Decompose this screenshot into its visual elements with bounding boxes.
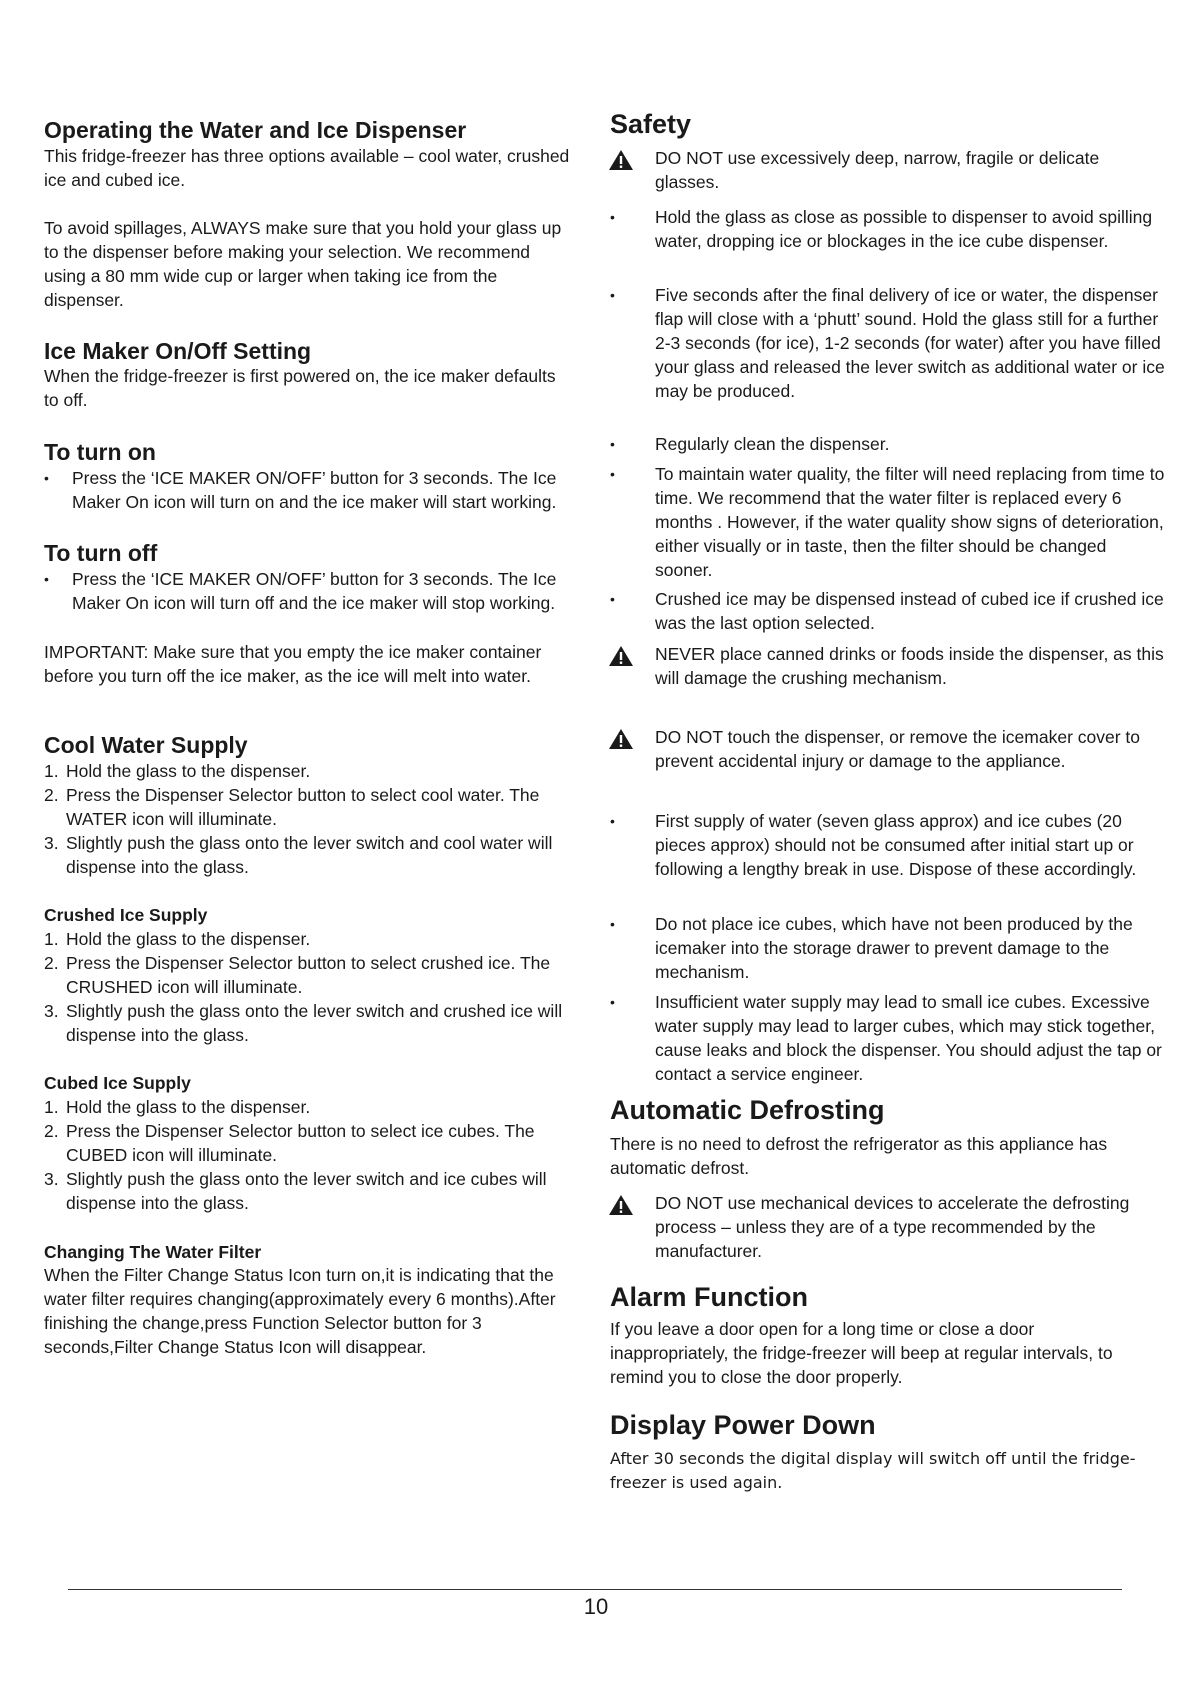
safety-item-text: Do not place ice cubes, which have not been produced by the icemaker into the storage drawer to prevent damage to the mechanism. <box>655 914 1133 982</box>
step-text: Hold the glass to the dispenser. <box>66 929 311 949</box>
heading-crushed-ice-supply: Crushed Ice Supply <box>44 905 208 925</box>
step-number: 1. <box>44 929 59 949</box>
alarm-text: If you leave a door open for a long time or close a door inappropriately, the fridge-freezer will beep at regular intervals, to remind you to close the door properly. <box>610 1319 1113 1387</box>
safety-item-text: NEVER place canned drinks or foods inside the dispenser, as this will damage the crushing mechanism. <box>655 644 1164 688</box>
safety-item-text: First supply of water (seven glass approx) and ice cubes (20 pieces approx) should not be consumed after initial start up or following a lengthy break in use. Dispose of these accordingly. <box>655 811 1137 879</box>
heading-operating-dispenser: Operating the Water and Ice Dispenser <box>44 117 467 143</box>
safety-item-text: To maintain water quality, the filter will need replacing from time to time. We recommend that the water filter is replaced every 6 months . However, if the water quality show signs of deterioration, either visually or in taste, then the filter should be changed sooner. <box>655 464 1165 580</box>
turn-on-step-text: Press the ‘ICE MAKER ON/OFF’ button for 3 seconds. The Ice Maker On icon will turn on and the ice maker will start working. <box>72 468 557 512</box>
bullet-marker: • <box>610 591 615 607</box>
cool-water-step <box>44 783 594 831</box>
safety-item <box>610 146 1165 194</box>
turn-off-step <box>44 567 584 615</box>
turn-on-step <box>44 466 584 514</box>
step-text: Hold the glass to the dispenser. <box>66 761 311 781</box>
step-text: Press the Dispenser Selector button to select cool water. The WATER icon will illuminate. <box>66 785 540 829</box>
safety-item <box>610 462 1165 582</box>
step-number: 2. <box>44 1121 59 1141</box>
safety-item-text: Regularly clean the dispenser. <box>655 434 890 454</box>
heading-to-turn-on: To turn on <box>44 439 156 465</box>
bullet-marker: • <box>610 287 615 303</box>
safety-item-text: Crushed ice may be dispensed instead of cubed ice if crushed ice was the last option selected. <box>655 589 1164 633</box>
step-number: 1. <box>44 761 59 781</box>
step-number: 3. <box>44 1169 59 1189</box>
heading-changing-water-filter: Changing The Water Filter <box>44 1242 262 1262</box>
warning-icon <box>608 645 634 667</box>
step-text: Slightly push the glass onto the lever switch and ice cubes will dispense into the glass. <box>66 1169 547 1213</box>
safety-item-text: Hold the glass as close as possible to dispenser to avoid spilling water, dropping ice or blockages in the ice cube dispenser. <box>655 207 1153 251</box>
water-filter-text: When the Filter Change Status Icon turn on,it is indicating that the water filter requires changing(approximately every 6 months).After finishing the change,press Function Selector button for 3 seconds,Filter Change Status Icon will disappear. <box>44 1265 556 1357</box>
step-text: Press the Dispenser Selector button to select crushed ice. The CRUSHED icon will illuminate. <box>66 953 551 997</box>
safety-item <box>610 642 1165 690</box>
bullet-marker: • <box>610 813 615 829</box>
heading-ice-maker-setting: Ice Maker On/Off Setting <box>44 338 312 364</box>
operating-spillage-note: To avoid spillages, ALWAYS make sure that you hold your glass up to the dispenser before making your selection. We recommend using a 80 mm wide cup or larger when taking ice from the dispenser. <box>44 218 562 310</box>
heading-cubed-ice-supply: Cubed Ice Supply <box>44 1073 191 1093</box>
ice-maker-default-text: When the fridge-freezer is first powered on, the ice maker defaults to off. <box>44 366 556 410</box>
safety-item <box>610 432 1165 456</box>
heading-to-turn-off: To turn off <box>44 540 158 566</box>
display-power-text: After 30 seconds the digital display will switch off until the fridge-freezer is used again. <box>610 1449 1136 1492</box>
step-text: Slightly push the glass onto the lever switch and cool water will dispense into the glass. <box>66 833 553 877</box>
safety-item-text: Insufficient water supply may lead to small ice cubes. Excessive water supply may lead to larger cubes, which may stick together, cause leaks and block the dispenser. You should adjust the tap or contact a service engineer. <box>655 992 1162 1084</box>
footer-divider <box>68 1589 1122 1590</box>
step-text: Press the Dispenser Selector button to select ice cubes. The CUBED icon will illuminate. <box>66 1121 535 1165</box>
safety-item <box>610 283 1165 403</box>
turn-off-step-text: Press the ‘ICE MAKER ON/OFF’ button for 3 seconds. The Ice Maker On icon will turn off and the ice maker will stop working. <box>72 569 557 613</box>
safety-item-text: Five seconds after the final delivery of ice or water, the dispenser flap will close with a ‘phutt’ sound. Hold the glass still for a further 2-3 seconds (for ice), 1-2 seconds (for water) after you have filled your glass and released the lever switch as additional water or ice may be produced. <box>655 285 1165 401</box>
defrost-warning-text: DO NOT use mechanical devices to accelerate the defrosting process – unless they are of a type recommended by the manufacturer. <box>655 1193 1130 1261</box>
bullet-marker: • <box>610 916 615 932</box>
page-number: 10 <box>583 1594 609 1619</box>
bullet-marker: • <box>610 994 615 1010</box>
cubed-ice-step <box>44 1095 594 1119</box>
safety-item <box>610 912 1165 984</box>
step-number: 1. <box>44 1097 59 1117</box>
bullet-marker: • <box>610 209 615 225</box>
heading-display-power-down: Display Power Down <box>610 1410 876 1440</box>
warning-icon <box>608 149 634 171</box>
step-number: 2. <box>44 785 59 805</box>
safety-item <box>610 587 1165 635</box>
crushed-ice-step <box>44 951 594 999</box>
heading-automatic-defrosting: Automatic Defrosting <box>610 1095 885 1125</box>
bullet-marker: • <box>44 470 49 486</box>
step-text: Slightly push the glass onto the lever switch and crushed ice will dispense into the glass. <box>66 1001 563 1045</box>
cool-water-step <box>44 759 594 783</box>
warning-icon <box>608 1194 634 1216</box>
warning-icon <box>608 728 634 750</box>
cool-water-step <box>44 831 594 879</box>
bullet-marker: • <box>610 466 615 482</box>
defrost-warning <box>610 1191 1165 1263</box>
safety-item <box>610 205 1165 253</box>
bullet-marker: • <box>610 436 615 452</box>
step-number: 3. <box>44 1001 59 1021</box>
step-number: 3. <box>44 833 59 853</box>
step-text: Hold the glass to the dispenser. <box>66 1097 311 1117</box>
crushed-ice-step <box>44 999 594 1047</box>
bullet-marker: • <box>44 571 49 587</box>
safety-item-text: DO NOT use excessively deep, narrow, fragile or delicate glasses. <box>655 148 1100 192</box>
important-note: IMPORTANT: Make sure that you empty the ice maker container before you turn off the ice maker, as the ice will melt into water. <box>44 642 542 686</box>
cubed-ice-step <box>44 1119 594 1167</box>
heading-cool-water-supply: Cool Water Supply <box>44 732 248 758</box>
step-number: 2. <box>44 953 59 973</box>
defrost-text: There is no need to defrost the refrigerator as this appliance has automatic defrost. <box>610 1134 1108 1178</box>
heading-safety: Safety <box>610 109 692 139</box>
safety-item <box>610 725 1165 773</box>
crushed-ice-step <box>44 927 594 951</box>
cubed-ice-step <box>44 1167 594 1215</box>
safety-item <box>610 809 1165 881</box>
operating-intro: This fridge-freezer has three options available – cool water, crushed ice and cubed ice. <box>44 146 570 190</box>
safety-item-text: DO NOT touch the dispenser, or remove the icemaker cover to prevent accidental injury or damage to the appliance. <box>655 727 1141 771</box>
safety-item <box>610 990 1165 1086</box>
heading-alarm-function: Alarm Function <box>610 1282 809 1312</box>
